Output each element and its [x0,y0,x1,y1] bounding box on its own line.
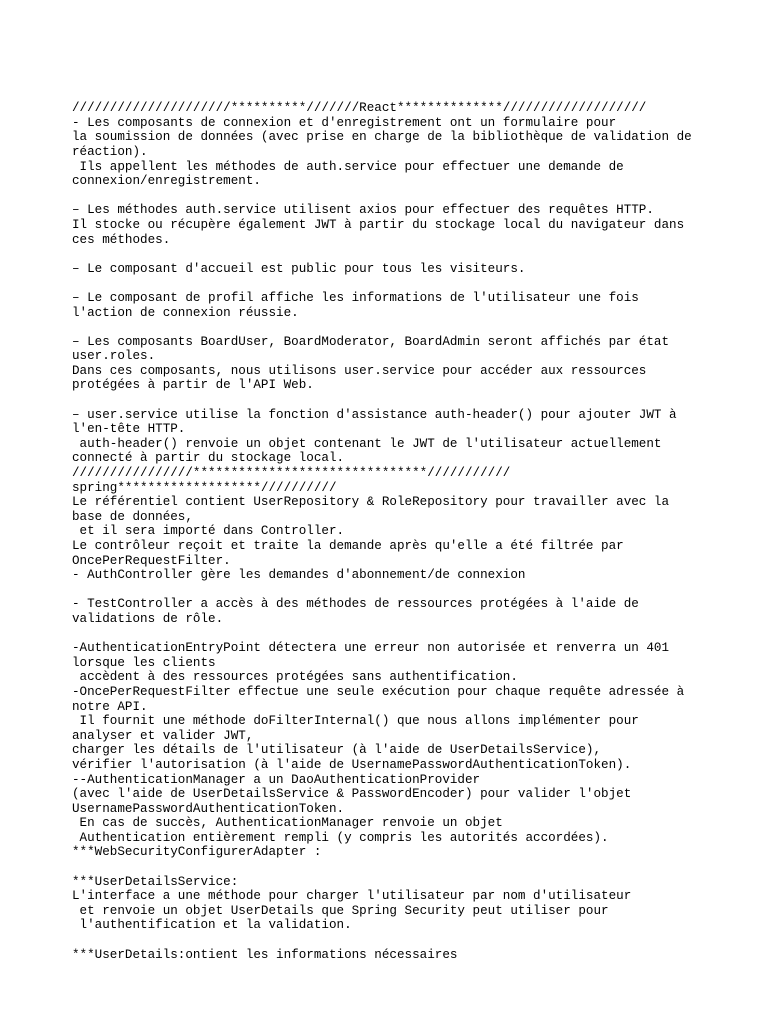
text-line: Authentication entièrement rempli (y compris les autorités accordées). [72,830,609,845]
text-line: charger les détails de l'utilisateur (à l'aide de UserDetailsService), [72,743,602,758]
text-line: Il stocke ou récupère également JWT à partir du stockage local du navigateur dans [72,217,685,232]
text-line: - TestController a accès à des méthodes de ressources protégées à l'aide de [72,597,639,612]
text-line: ***UserDetails:ontient les informations nécessaires [72,947,458,962]
text-line: Il fournit une méthode doFilterInternal() que nous allons implémenter pour [72,714,639,729]
text-line: ***UserDetailsService: [72,874,239,889]
text-line: notre API. [72,699,148,714]
text-line: connexion/enregistrement. [72,174,261,189]
text-line [72,276,702,291]
text-line: lorsque les clients [72,655,216,670]
text-line: user.roles. [72,349,156,364]
text-line: UsernamePasswordAuthenticationToken. [72,801,345,816]
text-line [72,583,702,598]
text-line: validations de rôle. [72,611,224,626]
text-line: - AuthController gère les demandes d'abonnement/de connexion [72,568,526,583]
text-line: connecté à partir du stockage local. [72,451,345,466]
text-line: OncePerRequestFilter. [72,553,231,568]
text-line: -AuthenticationEntryPoint détectera une erreur non autorisée et renverra un 401 [72,641,670,656]
text-line: l'authentification et la validation. [72,918,352,933]
text-line [72,627,702,642]
text-line: l'en-tête HTTP. [72,422,186,437]
document-body [72,101,702,962]
text-line: En cas de succès, AuthenticationManager renvoie un objet [72,816,503,831]
document-page [72,72,702,977]
text-line: vérifier l'autorisation (à l'aide de UsernamePasswordAuthenticationToken). [72,757,632,772]
text-line [72,247,702,262]
text-line: analyser et valider JWT, [72,728,254,743]
text-line: ces méthodes. [72,232,171,247]
text-line: – Le composant d'accueil est public pour tous les visiteurs. [72,261,526,276]
text-line [72,393,702,408]
text-line: Ils appellent les méthodes de auth.service pour effectuer une demande de [72,159,624,174]
text-line: Dans ces composants, nous utilisons user.service pour accéder aux ressources [72,363,647,378]
text-line: Le contrôleur reçoit et traite la demande après qu'elle a été filtrée par [72,539,624,553]
text-line: base de données, [72,509,193,524]
text-line: et renvoie un objet UserDetails que Spring Security peut utiliser pour [72,903,609,918]
text-line: protégées à partir de l'API Web. [72,378,314,393]
text-line [72,189,702,204]
text-line [72,860,702,875]
text-line: ***WebSecurityConfigurerAdapter : [72,845,322,860]
text-line: – Les composants BoardUser, BoardModerator, BoardAdmin seront affichés par état [72,334,670,349]
text-line: -OncePerRequestFilter effectue une seule exécution pour chaque requête adressée à [72,684,685,699]
text-line: (avec l'aide de UserDetailsService & PasswordEncoder) pour valider l'objet [72,787,632,802]
text-line: la soumission de données (avec prise en charge de la bibliothèque de validation de [72,130,692,145]
text-line [72,320,702,335]
text-line: – Le composant de profil affiche les informations de l'utilisateur une fois [72,290,639,305]
text-line: réaction). [72,144,148,159]
text-line: /////////////////////**********///////React**************/////////////////// [72,101,647,116]
text-line: – Les méthodes auth.service utilisent axios pour effectuer des requêtes HTTP. [72,203,654,218]
text-line: et il sera importé dans Controller. [72,524,345,539]
text-line: - Les composants de connexion et d'enregistrement ont un formulaire pour [72,115,617,130]
text-line: spring*******************////////// [72,480,337,495]
text-line: --AuthenticationManager a un DaoAuthenticationProvider [72,772,481,787]
text-line: Le référentiel contient UserRepository & RoleRepository pour travailler avec la [72,495,670,510]
text-line: accèdent à des ressources protégées sans authentification. [72,670,518,685]
text-line: l'action de connexion réussie. [72,305,299,320]
text-line: – user.service utilise la fonction d'assistance auth-header() pour ajouter JWT à [72,407,677,422]
text-line: ////////////////*******************************/////////// [72,466,511,481]
text-line: L'interface a une méthode pour charger l'utilisateur par nom d'utilisateur [72,889,632,904]
text-line: auth-header() renvoie un objet contenant le JWT de l'utilisateur actuellement [72,436,662,451]
text-line [72,933,702,948]
